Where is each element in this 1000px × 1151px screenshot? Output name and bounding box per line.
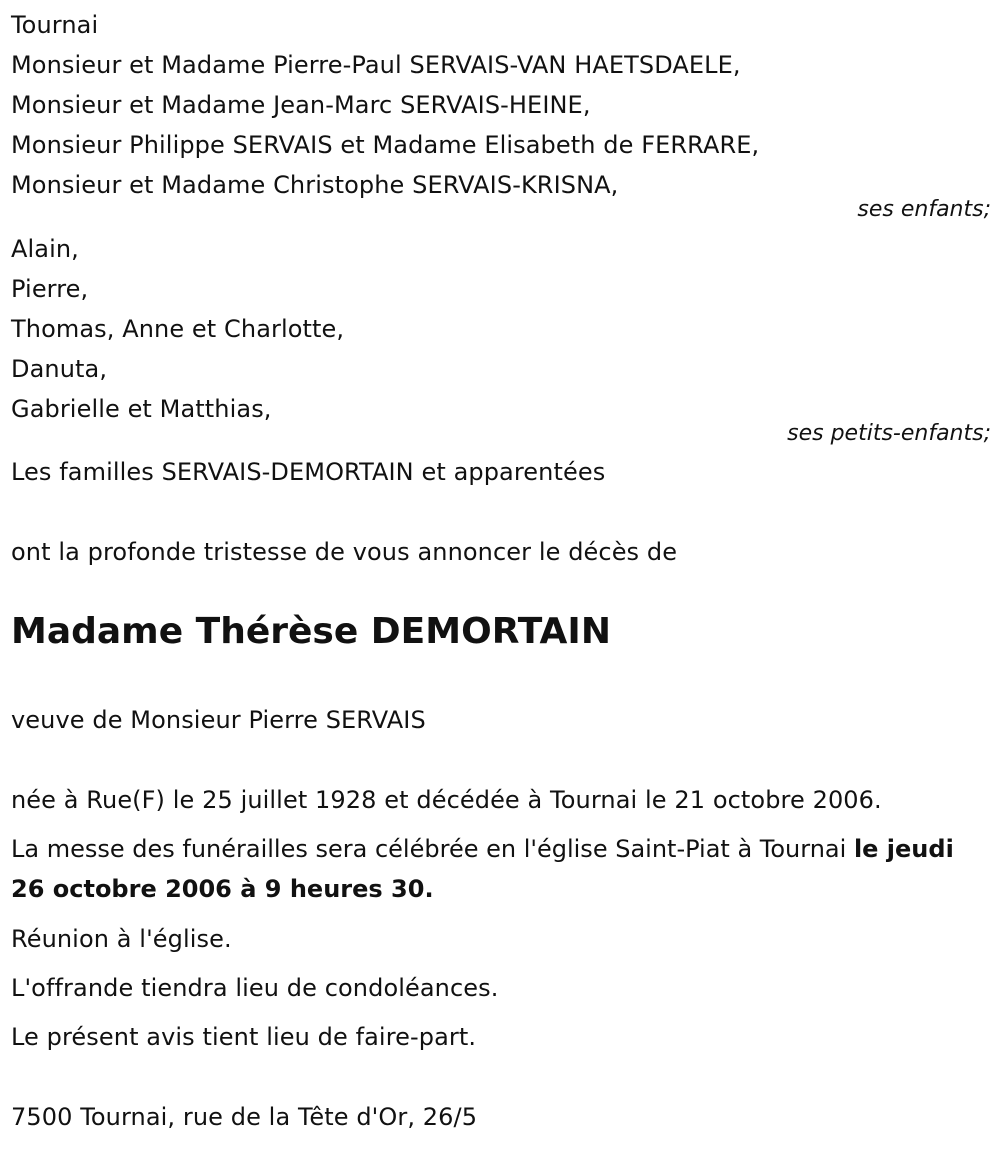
announcement-line: ont la profonde tristesse de vous annoncer le décès de: [11, 538, 678, 566]
funeral-text: La messe des funérailles sera célébrée en l'église Saint-Piat à Tournai: [11, 835, 854, 863]
children-label: ses enfants;: [857, 197, 991, 222]
grandchild-line-5: Gabrielle et Matthias,: [11, 395, 272, 423]
grandchild-line-2: Pierre,: [11, 275, 89, 303]
deceased-name: Madame Thérèse DEMORTAIN: [11, 611, 611, 652]
grandchild-line-4: Danuta,: [11, 355, 108, 383]
address-line: 7500 Tournai, rue de la Tête d'Or, 26/5: [11, 1103, 478, 1131]
grandchildren-label: ses petits-enfants;: [787, 421, 991, 446]
child-line-3: Monsieur Philippe SERVAIS et Madame Elisabeth de FERRARE,: [11, 131, 760, 159]
funeral-paragraph: [11, 829, 986, 909]
offering-line: L'offrande tiendra lieu de condoléances.: [11, 974, 499, 1002]
child-line-2: Monsieur et Madame Jean-Marc SERVAIS-HEINE,: [11, 91, 591, 119]
city: Tournai: [11, 11, 99, 39]
families-line: Les familles SERVAIS-DEMORTAIN et apparentées: [11, 458, 606, 486]
funeral-date: le jeudi 26 octobre 2006 à 9 heures 30.: [11, 835, 954, 903]
widow-of-line: veuve de Monsieur Pierre SERVAIS: [11, 706, 426, 734]
notice-line: Le présent avis tient lieu de faire-part.: [11, 1023, 477, 1051]
child-line-4: Monsieur et Madame Christophe SERVAIS-KRISNA,: [11, 171, 619, 199]
grandchild-line-1: Alain,: [11, 235, 79, 263]
child-line-1: Monsieur et Madame Pierre-Paul SERVAIS-VAN HAETSDAELE,: [11, 51, 741, 79]
birth-death-line: née à Rue(F) le 25 juillet 1928 et décédée à Tournai le 21 octobre 2006.: [11, 786, 882, 814]
grandchild-line-3: Thomas, Anne et Charlotte,: [11, 315, 345, 343]
meeting-line: Réunion à l'église.: [11, 925, 232, 953]
